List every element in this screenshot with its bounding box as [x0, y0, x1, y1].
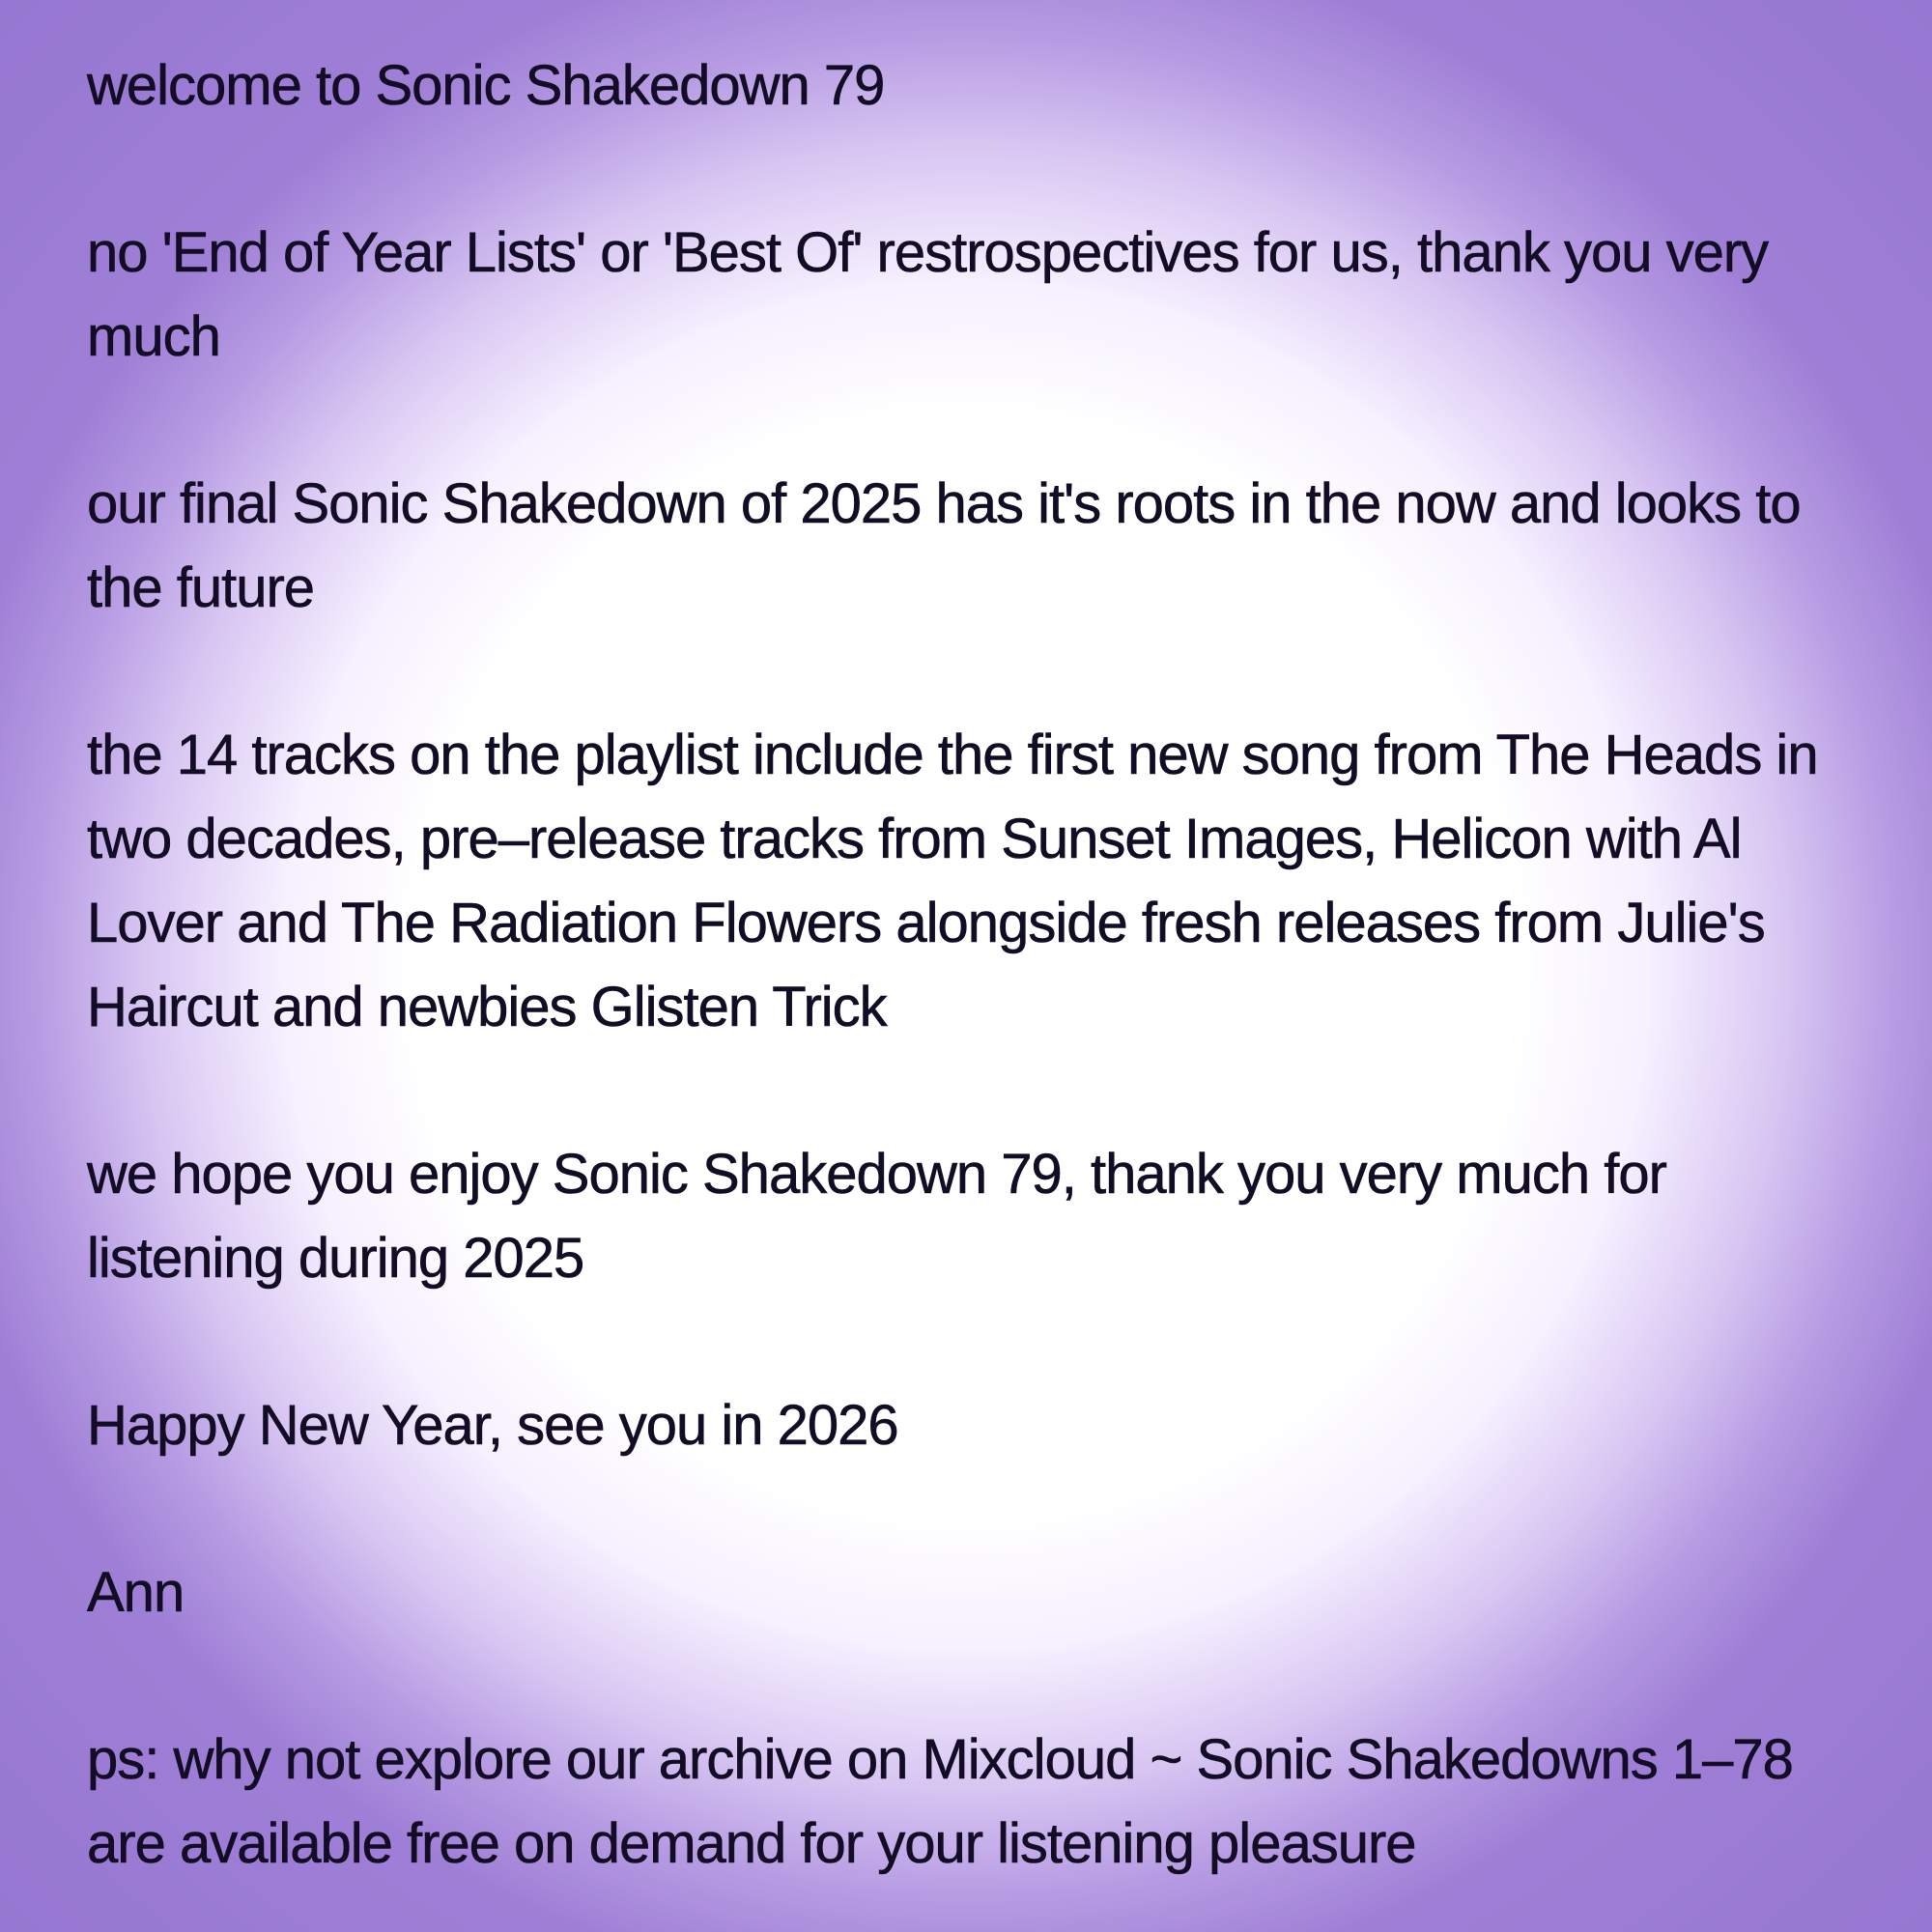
postscript-text: ps: why not explore our archive on Mixcloud ~ Sonic Shakedowns 1–78 are available free on demand for your listening pleasure — [87, 1728, 1793, 1875]
intro-text: no 'End of Year Lists' or 'Best Of' restrospectives for us, thank you very much — [87, 221, 1769, 368]
tracks-text: the 14 tracks on the playlist include the first new song from The Heads in two decades, pre–release tracks from Sunset Images, Helicon with Al Lover and The Radiation Flowers alongside fresh releases from Julie's Haircut and newbies Glisten Trick — [87, 724, 1818, 1038]
post-body — [87, 43, 1835, 1886]
new-year-text: Happy New Year, see you in 2026 — [87, 1394, 898, 1457]
signature-text: Ann — [87, 1561, 185, 1624]
greeting-text: welcome to Sonic Shakedown 79 — [87, 54, 885, 117]
theme-text: our final Sonic Shakedown of 2025 has it's roots in the now and looks to the future — [87, 472, 1801, 619]
thanks-text: we hope you enjoy Sonic Shakedown 79, thank you very much for listening during 2025 — [87, 1143, 1666, 1290]
